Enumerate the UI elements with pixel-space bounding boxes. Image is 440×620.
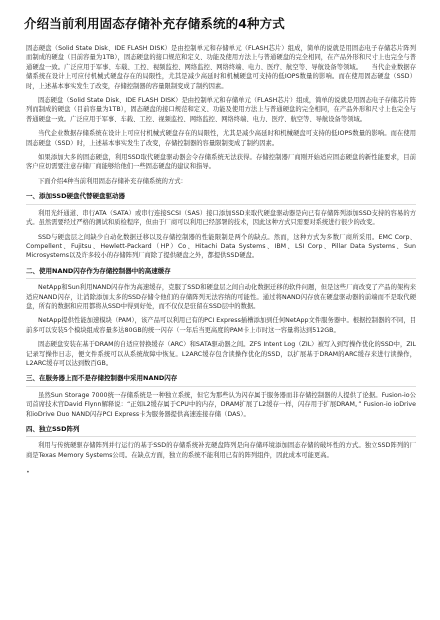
intro-paragraph: 固态硬盘（Solid State Disk、IDE FLASH DISK）是由控制单元和存储单元（FLASH芯片）组成，简单的说就是用固态电子存储芯片阵列而制成的硬盘（目前容量为1TB），固态硬盘的接口规范和定义、功能及使用方法上与普通硬盘的完全相同，在产品外形和尺寸上也完全与普通硬盘一致。广泛应用于军事、车载、工控、视频监控、网络监控、网络终端、电力、医疗、航空等、导航设备等领域。 [26,97,416,123]
section-paragraph: 利用与传统硬驱存储阵列并行运行的基于SSD的存储系统补充硬盘阵列是向存储环境添加固态存储的破坏性的方式。独立SSD阵列的厂商是Texas Memory Systems公司。在缺点方面，独立的系统不能利用已有的阵列组件，因此成本可能更高。 [26,442,416,459]
intro-paragraph: 固态硬盘（Solid State Disk、IDE FLASH DISK）是由控制单元和存储单元（FLASH芯片）组成，简单的说就是用固态电子存储芯片阵列而制成的硬盘（目前容量为1TB），固态硬盘的接口规范和定义、功能及使用方法上与普通硬盘的完全相同，在产品外形和尺寸上也完全与普通硬盘一致。广泛应用于军事、车载、工控、视频监控、网络监控、网络终端、电力、医疗、航空等、导航设备等领域。 当代企业数据存储系统在设计上可应付机械式硬盘存在的局限性，尤其是减少高延时和机械硬盘可支持的低IOPS数量的影响。而在使用固态硬盘（SSD）时，上述基本事实发生了改变，存储控制器的容量限制变成了制约因素。 [26,45,416,90]
list-bullet: • [26,468,30,477]
document-title: 介绍当前利用固态存储补充存储系统的4种方式 [24,16,285,31]
section-heading: 一、添加SSD硬盘代替硬盘驱动器 [26,192,416,204]
section-paragraph: SSD与硬盘层之间缺少自动化数据迁移以及存储控制器的性能限制是两个的缺点。然而，这种方式为多数厂商所采用。EMC Corp、Compellent、Fujitsu、Hewlett-Packard（HP）Co、Hitachi Data Systems、IBM、LSI Corp、Pillar Data Systems、Sun Microsystems以及许多较小的存储阵列厂商除了提供硬盘之外，都提供SSD硬盘。 [26,233,416,260]
section-paragraph: 固态硬盘安装在基于DRAM的自适应替换缓存（ARC）和SATA驱动器之间。ZFS Intent Log（ZIL）被写入到写操作优化的SSD中，ZIL记录写操作日志，便文件系统可以从系统故障中恢复。L2ARC缓存包含读操作优化的SSD，以扩展基于DRAM的ARC缓存来进行读操作，L2ARC缓存可以达到数百GB。 [26,341,416,367]
intro-paragraph: 如果添加大多的固态硬盘，利用SSD取代硬盘驱动器会令存储系统无法获得。存储控制器厂商刚开始适应固态硬盘的新性能要求，目前客户应切需要注意存储厂商能够给他们一些固态硬盘的建议和指导。 [26,154,416,171]
section-paragraph: 利用光纤通道、串行ATA（SATA）或串行连接SCSI（SAS）接口添加SSD来取代硬盘驱动器是向已有存储阵列添加SSD支持的容易的方式。虽然需要经过严格的测试和质检程序，但由于厂商可以利用已经部署的技术，因此这种方式只需要对系统进行很少的改变。 [26,209,416,227]
section-heading: 四、独立SSD阵列 [26,425,416,437]
section-heading: 二、使用NAND闪存作为存储控制器中的高速缓存 [26,267,416,279]
intro-paragraph: 下面介绍4种当前利用固态存储补充存储系统的方式： [38,177,187,185]
section-paragraph: 虽然Sun Storage 7000统一存储系统是一种独立系统，但它为那些认为闪存属于服务器而非存储控制器的人提供了论据。Fusion-io公司首席技术官David Flynn解释说：“正如L2缓存属于CPU中的内存，DRAM扩展了L2缓存一样，闪存用于扩展DRAM。” Fusion-io ioDrive 和ioDrive Duo NAND闪存PCI Express卡为服务器提供高速连接存储（DAS）。 [26,391,416,418]
section-paragraph: NetApp提供性能加速模块（PAM），该产品可以利用已有的PCI Express插槽添加到任何NetApp文件服务器中。根据控制器的不同，目前多可以安装5个模块组成容量多达80GB的统一闪存（一年后当更高度的PAM卡上市时这一容量将达到512GB。 [26,317,416,334]
section-heading: 三、在服务器上而不是存储控制器中采用NAND闪存 [26,374,416,386]
intro-paragraph: 当代企业数据存储系统在设计上可应付机械式硬盘存在的局限性，尤其是减少高延时和机械硬盘可支持的低IOPS数量的影响。而在使用固态硬盘（SSD）时，上述基本事实发生了改变，存储控制器的容量限制变成了制约因素。 [26,130,416,147]
section-paragraph: NetApp和Sun利用NAND闪存作为高速缓存，克服了SSD和硬盘层之间自动化数据迁移的软件问题，但是这些厂商改变了产品的架构来适应NAND闪存，让消除添加太多的SSD存储令他们的存储阵列无法容纳的可能性。通过将NAND闪存放在硬盘驱动器的前端而不是取代硬盘，所有的数据和应用都将从SSD中得到好处，而不仅仅是驻留在SSD层中的数据。 [26,284,416,310]
